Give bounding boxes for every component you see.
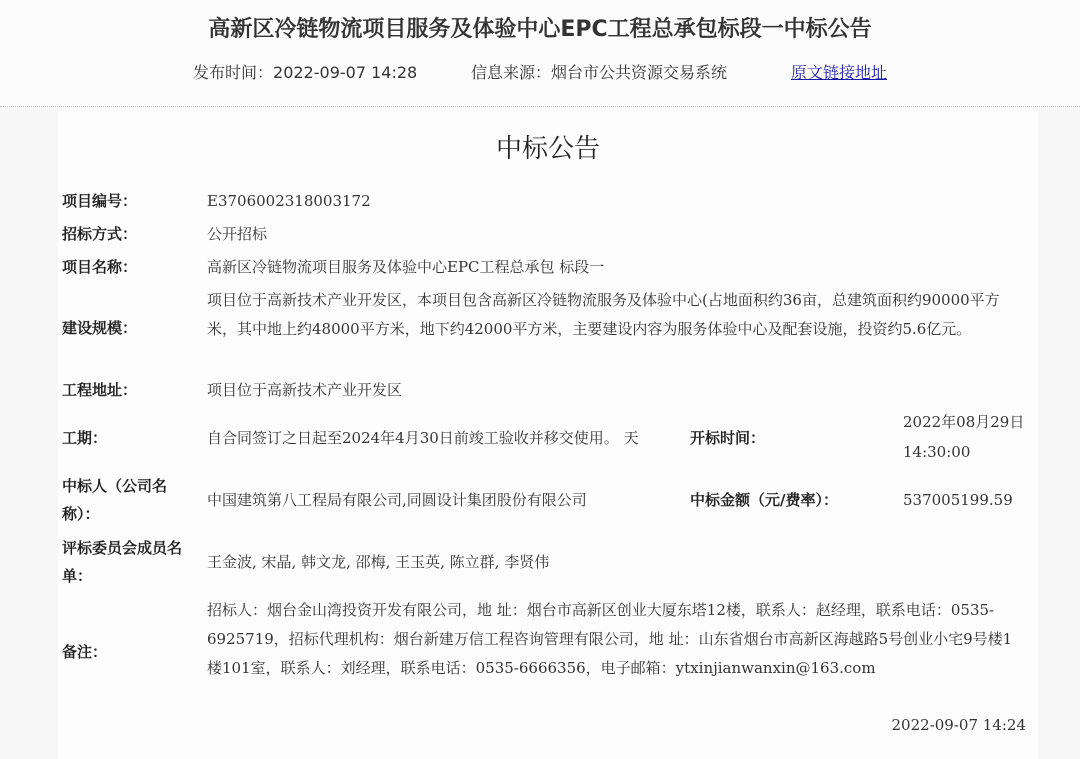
source-info [471,60,727,83]
amount-value: 537005199.59 [903,491,1013,509]
field-value: E3706002318003172 [207,192,371,210]
notice-content [58,110,1038,759]
field-value: 公开招标 [207,225,268,243]
field-label: 项目编号： [62,192,138,210]
field-value: 王金波, 宋晶, 韩文龙, 邵梅, 王玉英, 陈立群, 李贤伟 [207,553,550,571]
page-header [0,0,1080,107]
field-label: 中标人（公司名称）： [62,477,168,523]
field-label: 评标委员会成员名单： [62,539,183,585]
field-label: 建设规模： [62,319,138,337]
source-label: 信息来源： [471,63,552,82]
field-label: 项目名称： [62,258,138,276]
amount-label: 中标金额（元/费率）： [690,491,838,509]
footer-date: 2022-09-07 14:24 [891,716,1026,734]
field-value: 项目位于高新技术产业开发区，本项目包含高新区冷链物流服务及体验中心(占地面积约36亩，总建筑面积约90000平方米，其中地上约48000平方米，地下约42000平方米，主要建设内容为服务体验中心及配套设施，投资约5.6亿元。 [207,291,1000,338]
publish-label: 发布时间： [193,63,274,82]
page-title: 高新区冷链物流项目服务及体验中心EPC工程总承包标段一中标公告 [208,17,872,42]
open-time-date: 2022年08月29日 [903,413,1025,431]
open-time-label: 开标时间： [690,429,766,447]
field-value: 自合同签订之日起至2024年4月30日前竣工验收并移交使用。 天 [207,429,639,447]
field-label: 工期： [62,429,108,447]
source-value: 烟台市公共资源交易系统 [551,63,728,82]
open-time-clock: 14:30:00 [903,443,971,461]
field-label: 工程地址： [62,381,138,399]
field-value: 中国建筑第八工程局有限公司,同圆设计集团股份有限公司 [207,491,587,509]
notice-title: 中标公告 [495,134,600,164]
field-label: 招标方式： [62,225,138,243]
field-value: 高新区冷链物流项目服务及体验中心EPC工程总承包 标段一 [207,258,605,276]
field-value: 招标人：烟台金山湾投资开发有限公司，地 址：烟台市高新区创业大厦东塔12楼，联系人：赵经理，联系电话：0535-6925719，招标代理机构：烟台新建万信工程咨询管理有限公司，地 址：山东省烟台市高新区海越路5号创业小宅9号楼1楼101室，联系人：刘经理，联系电话：0535-6666356，电子邮箱：ytxinjianwanxin@163.com [207,601,1013,677]
field-value: 项目位于高新技术产业开发区 [207,381,403,399]
publish-value: 2022-09-07 14:28 [273,63,418,82]
original-link[interactable]: 原文链接地址 [791,63,888,82]
field-label: 备注： [62,643,108,661]
publish-time [193,60,417,83]
